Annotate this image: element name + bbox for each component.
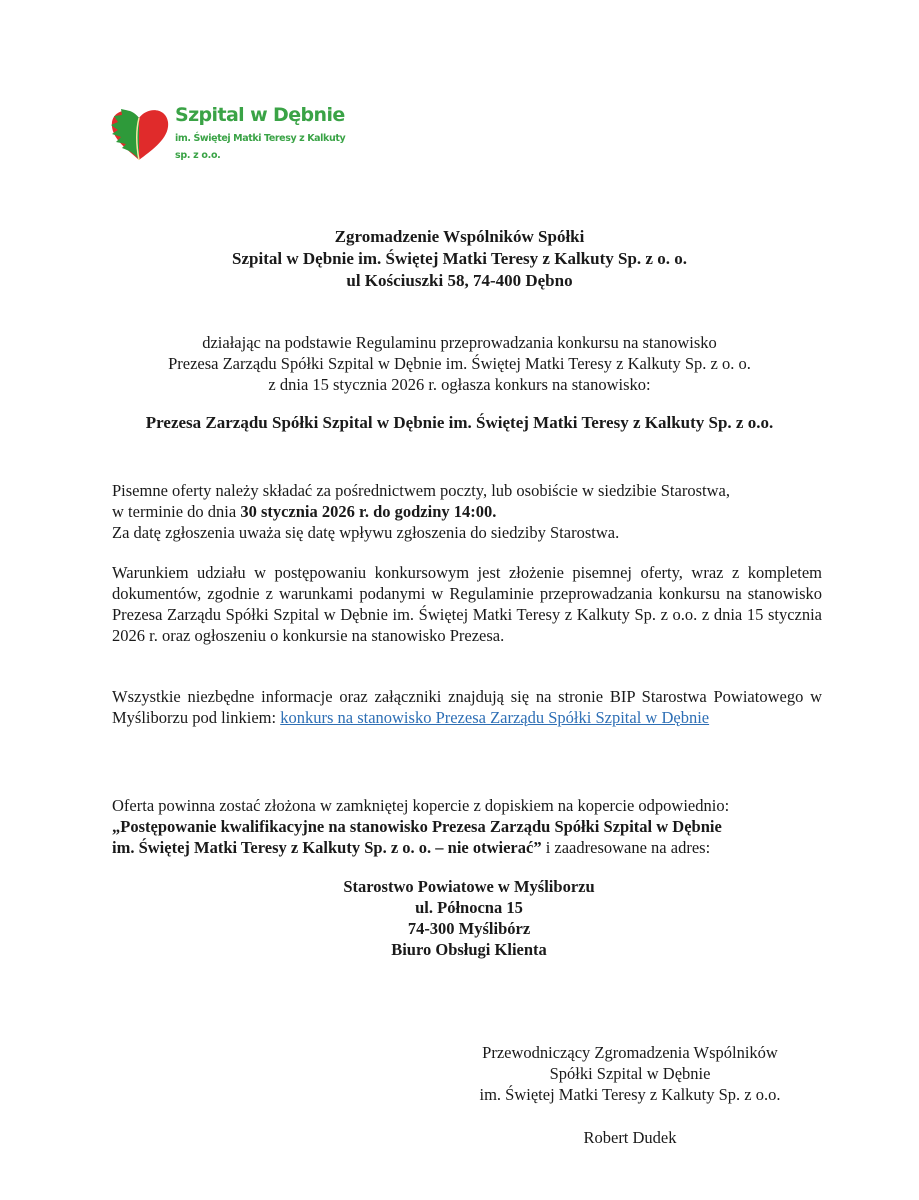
intro-line: Prezesa Zarządu Spółki Szpital w Dębnie im. Świętej Matki Teresy z Kalkuty Sp. z o. o. xyxy=(168,354,751,373)
position-title: Prezesa Zarządu Spółki Szpital w Dębnie im. Świętej Matki Teresy z Kalkuty Sp. z o.o. xyxy=(145,413,774,432)
signature-line: im. Świętej Matki Teresy z Kalkuty Sp. z o.o. xyxy=(479,1085,781,1104)
intro-text xyxy=(0,332,919,395)
document-heading xyxy=(0,226,919,292)
info-paragraph xyxy=(112,686,822,728)
signer-name: Robert Dudek xyxy=(583,1128,677,1147)
heading-line: Szpital w Dębnie im. Świętej Matki Teresy z Kalkuty Sp. z o. o. xyxy=(232,249,687,268)
mailing-address xyxy=(0,876,919,960)
competition-link[interactable]: konkurs na stanowisko Prezesa Zarządu Spółki Szpital w Dębnie xyxy=(280,708,710,727)
heart-leaf-icon xyxy=(108,104,170,162)
signature-block xyxy=(440,1042,820,1105)
heading-line: Zgromadzenie Wspólników Spółki xyxy=(334,227,585,246)
logo-name: Szpital w Dębnie xyxy=(175,104,345,126)
submission-paragraph xyxy=(112,480,822,543)
hospital-logo xyxy=(108,102,348,172)
logo-subtitle: im. Świętej Matki Teresy z Kalkuty xyxy=(175,133,346,144)
intro-line: działając na podstawie Regulaminu przeprowadzania konkursu na stanowisko xyxy=(202,333,717,352)
envelope-label-end: im. Świętej Matki Teresy z Kalkuty Sp. z o. o. – nie otwierać” xyxy=(112,838,542,857)
conditions-paragraph: Warunkiem udziału w postępowaniu konkursowym jest złożenie pisemnej oferty, wraz z kompletem dokumentów, zgodnie z warunkami podanymi w Regulaminie przeprowadzania konkursu na stanowisko Prezesa Zarządu Spółki Szpital w Dębnie im. Świętej Matki Teresy z Kalkuty Sp. z o.o. z dnia 15 stycznia 2026 r. oraz ogłoszeniu o konkursie na stanowisko Prezesa. xyxy=(112,563,822,645)
envelope-line: Oferta powinna zostać złożona w zamkniętej kopercie z dopiskiem na kopercie odpowiednio: xyxy=(112,796,730,815)
address-line: Biuro Obsługi Klienta xyxy=(391,940,547,959)
envelope-paragraph xyxy=(112,795,822,858)
heading-line: ul Kościuszki 58, 74-400 Dębno xyxy=(346,271,573,290)
address-line: ul. Północna 15 xyxy=(415,898,523,917)
submission-deadline-line xyxy=(112,501,822,522)
deadline-prefix: w terminie do dnia xyxy=(112,502,241,521)
address-line: 74-300 Myślibórz xyxy=(407,919,531,938)
envelope-suffix: i zaadresowane na adres: xyxy=(541,838,711,857)
deadline: 30 stycznia 2026 r. do godziny 14:00. xyxy=(240,502,497,521)
signature-line: Przewodniczący Zgromadzenia Wspólników xyxy=(482,1043,778,1062)
address-line: Starostwo Powiatowe w Myśliborzu xyxy=(343,877,595,896)
info-text: Wszystkie niezbędne informacje oraz załączniki znajdują się na stronie BIP Starostwa Powiatowego w Myśliborzu pod linkiem: xyxy=(112,687,822,727)
logo-legal-form: sp. z o.o. xyxy=(175,150,221,161)
signature-line: Spółki Szpital w Dębnie xyxy=(549,1064,711,1083)
intro-line: z dnia 15 stycznia 2026 r. ogłasza konkurs na stanowisko: xyxy=(268,375,651,394)
submission-line: Za datę zgłoszenia uważa się datę wpływu zgłoszenia do siedziby Starostwa. xyxy=(112,523,620,542)
submission-line: Pisemne oferty należy składać za pośrednictwem poczty, lub osobiście w siedzibie Starostwa, xyxy=(112,481,730,500)
envelope-label: „Postępowanie kwalifikacyjne na stanowisko Prezesa Zarządu Spółki Szpital w Dębnie xyxy=(112,817,722,836)
